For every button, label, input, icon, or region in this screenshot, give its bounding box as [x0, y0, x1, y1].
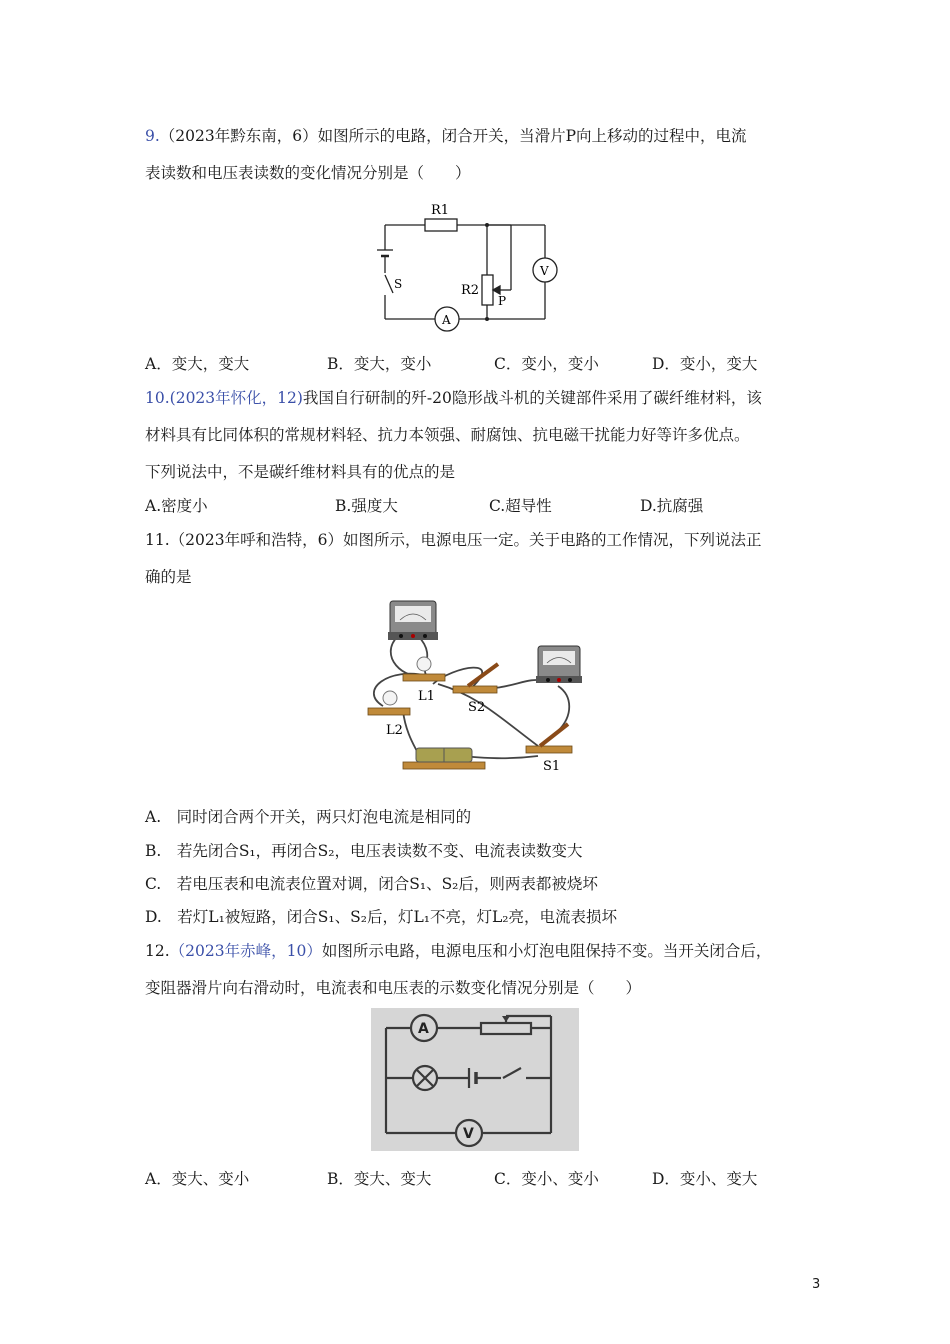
q10-line1 [145, 387, 762, 409]
q10-source: (2023年怀化，12) [169, 389, 303, 407]
q12-number: 12. [145, 942, 170, 960]
q11-option-c: C. 若电压表和电流表位置对调，闭合S₁、S₂后，则两表都被烧坏 [145, 875, 598, 893]
q9-label-r1: R1 [431, 203, 450, 218]
q12-option-c: C．变小、变小 [494, 1170, 599, 1188]
q9-text-1: 如图所示的电路，闭合开关，当滑片P向上移动的过程中，电流 [317, 127, 747, 145]
q10-option-b: B.强度大 [335, 497, 398, 515]
q12-label-v: V [463, 1126, 474, 1142]
q9-line1 [145, 125, 747, 147]
q11-option-b: B. 若先闭合S₁，再闭合S₂，电压表读数不变、电流表读数变大 [145, 842, 583, 860]
q12-text-1: 如图所示电路，电源电压和小灯泡电阻保持不变。当开关闭合后， [321, 942, 772, 960]
q11-line1 [145, 529, 761, 551]
q12-label-a: A [418, 1021, 429, 1037]
q12-option-b: B．变大、变大 [327, 1170, 432, 1188]
q10-number: 10. [145, 389, 170, 407]
page-number: 3 [812, 1277, 821, 1292]
q9-label-a: A [442, 313, 451, 327]
q9-label-s: S [394, 277, 403, 291]
q9-option-c: C．变小，变小 [494, 355, 599, 373]
q11-source: 11.（2023年呼和浩特，6） [145, 531, 343, 549]
q10-text-3: 下列说法中，不是碳纤维材料具有的优点的是 [145, 463, 456, 481]
q11-option-a: A. 同时闭合两个开关，两只灯泡电流是相同的 [145, 808, 472, 826]
q9-option-b: B．变大，变小 [327, 355, 432, 373]
q12-option-d: D．变小、变大 [652, 1170, 758, 1188]
q9-source: （2023年黔东南，6） [159, 127, 318, 145]
q12-option-a: A．变大、变小 [145, 1170, 250, 1188]
q9-label-p: P [498, 294, 507, 308]
q9-option-a: A．变大，变大 [145, 355, 250, 373]
q9-text-2: 表读数和电压表读数的变化情况分别是（ ） [145, 164, 471, 182]
q10-option-a: A.密度小 [145, 497, 208, 515]
q10-option-c: C.超导性 [489, 497, 552, 515]
q12-text-2: 变阻器滑片向右滑动时，电流表和电压表的示数变化情况分别是（ ） [145, 979, 642, 997]
q10-option-d: D.抗腐强 [640, 497, 704, 515]
q9-label-r2: R2 [461, 283, 480, 298]
q11-option-d: D. 若灯L₁被短路，闭合S₁、S₂后，灯L₁不亮，灯L₂亮，电流表损坏 [145, 908, 617, 926]
q11-label-s2: S2 [468, 700, 486, 715]
q11-text-2: 确的是 [145, 568, 192, 586]
q11-label-l1: L1 [418, 689, 435, 704]
q12-source: （2023年赤峰，10） [169, 942, 322, 960]
q11-label-l2: L2 [386, 723, 403, 738]
q9-option-d: D．变小，变大 [652, 355, 758, 373]
q9-circuit-diagram [375, 195, 575, 335]
q10-text-1: 我国自行研制的歼-20隐形战斗机的关键部件采用了碳纤维材料，该 [302, 389, 762, 407]
q11-text-1: 如图所示，电源电压一定。关于电路的工作情况，下列说法正 [342, 531, 762, 549]
q9-label-v: V [540, 264, 549, 278]
q12-circuit-photo [371, 1008, 579, 1151]
q11-label-s1: S1 [543, 759, 561, 774]
q9-number: 9. [145, 127, 160, 145]
q10-text-2: 材料具有比同体积的常规材料轻、抗力本领强、耐腐蚀、抗电磁干扰能力好等许多优点。 [145, 426, 750, 444]
q12-line1 [145, 940, 771, 962]
q11-circuit-illustration [358, 596, 598, 776]
